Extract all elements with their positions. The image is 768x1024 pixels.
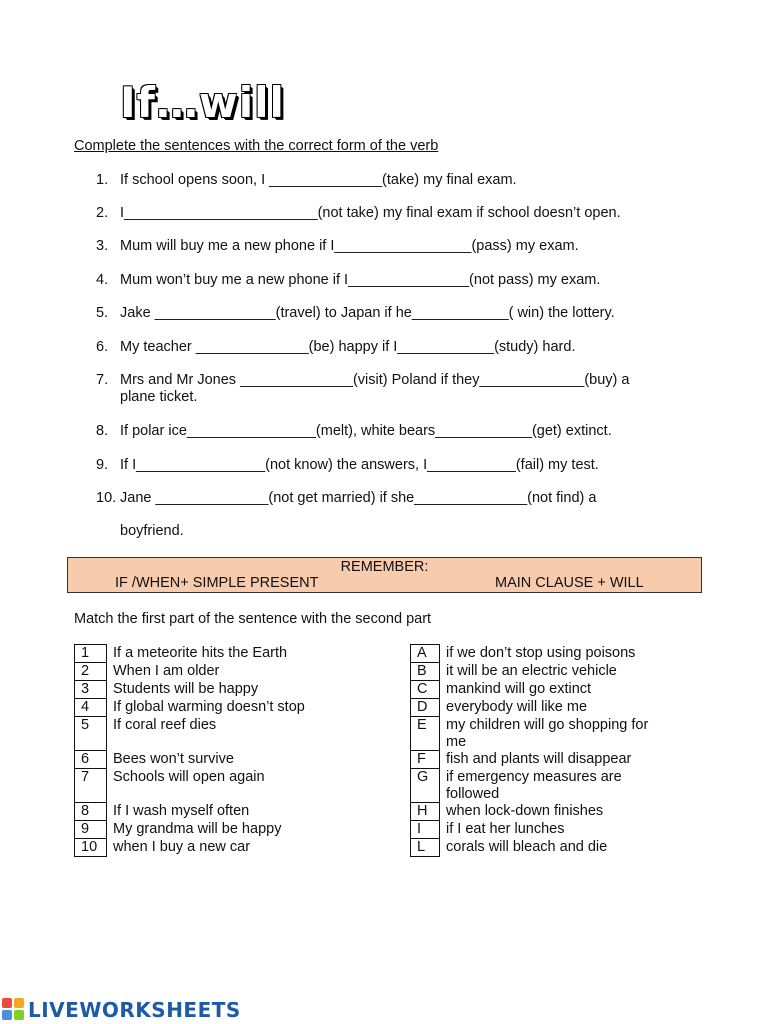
match-row xyxy=(411,699,687,717)
exercise-text xyxy=(120,457,680,474)
match-row xyxy=(75,663,364,681)
exercise-line: Jane ______________(not get married) if she______________(not find) a xyxy=(120,490,597,506)
match-text-line: If global warming doesn’t stop xyxy=(113,698,305,715)
match-left-table xyxy=(74,644,364,857)
match-text xyxy=(107,803,364,821)
exercise-number: 8. xyxy=(96,423,109,439)
remember-heading: REMEMBER: xyxy=(340,559,429,575)
match-text xyxy=(440,699,687,717)
match-key: A xyxy=(411,645,440,663)
match-text xyxy=(107,681,364,699)
exercise-number: 9. xyxy=(96,457,109,473)
match-key: D xyxy=(411,699,440,717)
match-text-line: me xyxy=(446,733,467,750)
match-row xyxy=(411,717,687,751)
match-key: 1 xyxy=(75,645,107,663)
match-text-line: My grandma will be happy xyxy=(113,820,282,837)
match-row xyxy=(75,681,364,699)
match-key: L xyxy=(411,839,440,857)
match-row xyxy=(411,663,687,681)
match-text-line: corals will bleach and die xyxy=(446,838,608,855)
match-text-line: Bees won’t survive xyxy=(113,750,234,767)
exercise-line: If I________________(not know) the answers, I___________(fail) my test. xyxy=(120,457,599,473)
match-text xyxy=(107,717,364,751)
match-text xyxy=(107,821,364,839)
exercise-text xyxy=(120,238,680,255)
match-text-line: everybody will like me xyxy=(446,698,588,715)
match-text-line: Schools will open again xyxy=(113,768,265,785)
match-text-line: If coral reef dies xyxy=(113,716,217,733)
exercise-number: 10. xyxy=(96,490,117,506)
match-row xyxy=(411,645,687,663)
exercise-line: If school opens soon, I ______________(take) my final exam. xyxy=(120,172,517,188)
exercise-number: 7. xyxy=(96,372,109,388)
match-text xyxy=(107,645,364,663)
match-text-line: my children will go shopping for xyxy=(446,716,649,733)
match-key: B xyxy=(411,663,440,681)
match-row xyxy=(75,717,364,751)
match-text xyxy=(107,751,364,769)
exercise-line: plane ticket. xyxy=(120,389,198,405)
match-row xyxy=(75,803,364,821)
exercise-text xyxy=(120,372,680,406)
match-text-line: Students will be happy xyxy=(113,680,259,697)
match-text-line: if we don’t stop using poisons xyxy=(446,644,636,661)
match-key: C xyxy=(411,681,440,699)
worksheet-title: If…will xyxy=(120,78,285,127)
match-key: 2 xyxy=(75,663,107,681)
exercise-text xyxy=(120,305,680,322)
match-key: 5 xyxy=(75,717,107,751)
match-text-line: when I buy a new car xyxy=(113,838,251,855)
match-text xyxy=(107,663,364,681)
match-text xyxy=(440,663,687,681)
match-row xyxy=(75,645,364,663)
match-key: E xyxy=(411,717,440,751)
exercise-number: 6. xyxy=(96,339,109,355)
match-key: 10 xyxy=(75,839,107,857)
match-row xyxy=(411,681,687,699)
match-text-line: followed xyxy=(446,785,500,802)
exercise-line: Mum will buy me a new phone if I_________________(pass) my exam. xyxy=(120,238,579,254)
match-text xyxy=(440,839,687,857)
match-text xyxy=(107,839,364,857)
match-row xyxy=(411,751,687,769)
exercise-text xyxy=(120,272,680,289)
match-text xyxy=(440,645,687,663)
exercise-text xyxy=(120,205,680,222)
exercise-line: boyfriend. xyxy=(120,523,184,539)
match-row xyxy=(75,699,364,717)
remember-if-clause: IF /WHEN+ SIMPLE PRESENT xyxy=(115,575,319,591)
exercise-instruction: Complete the sentences with the correct form of the verb xyxy=(74,138,439,154)
match-text-line xyxy=(113,734,363,751)
match-instruction: Match the first part of the sentence with the second part xyxy=(74,611,432,627)
match-key: 4 xyxy=(75,699,107,717)
exercise-number: 3. xyxy=(96,238,109,254)
match-row xyxy=(411,803,687,821)
match-key: G xyxy=(411,769,440,803)
match-key: F xyxy=(411,751,440,769)
exercise-text xyxy=(120,339,680,356)
match-text-line: if emergency measures are xyxy=(446,768,622,785)
match-key: 9 xyxy=(75,821,107,839)
match-text-line: When I am older xyxy=(113,662,220,679)
match-text-line: If a meteorite hits the Earth xyxy=(113,644,288,661)
match-text-line: mankind will go extinct xyxy=(446,680,592,697)
match-right-table xyxy=(410,644,687,857)
exercise-text xyxy=(120,423,680,440)
match-text xyxy=(107,699,364,717)
match-key: 7 xyxy=(75,769,107,803)
exercise-number: 2. xyxy=(96,205,109,221)
match-text xyxy=(440,803,687,821)
match-row xyxy=(411,821,687,839)
match-text-line: fish and plants will disappear xyxy=(446,750,632,767)
exercise-number: 4. xyxy=(96,272,109,288)
match-text xyxy=(440,717,687,751)
match-text-line xyxy=(113,786,363,803)
liveworksheets-logo-icon xyxy=(2,998,26,1022)
match-row xyxy=(75,769,364,803)
match-text-line: when lock-down finishes xyxy=(446,802,604,819)
match-row xyxy=(75,821,364,839)
match-text-line: If I wash myself often xyxy=(113,802,250,819)
exercise-line: Jake _______________(travel) to Japan if he____________( win) the lottery. xyxy=(120,305,615,321)
exercise-text xyxy=(120,490,680,540)
match-key: I xyxy=(411,821,440,839)
exercise-line: Mum won’t buy me a new phone if I_______________(not pass) my exam. xyxy=(120,272,601,288)
exercise-text xyxy=(120,172,680,189)
match-text xyxy=(107,769,364,803)
exercise-line: I________________________(not take) my final exam if school doesn’t open. xyxy=(120,205,621,221)
remember-box xyxy=(67,557,702,593)
exercise-number: 1. xyxy=(96,172,109,188)
match-text-line: it will be an electric vehicle xyxy=(446,662,617,679)
match-text xyxy=(440,681,687,699)
exercise-line: Mrs and Mr Jones ______________(visit) Poland if they_____________(buy) a xyxy=(120,372,630,388)
match-row xyxy=(75,839,364,857)
exercise-line: My teacher ______________(be) happy if I____________(study) hard. xyxy=(120,339,576,355)
logo-text: LIVEWORKSHEETS xyxy=(28,998,241,1022)
match-text xyxy=(440,821,687,839)
match-text xyxy=(440,751,687,769)
match-key: 3 xyxy=(75,681,107,699)
match-text xyxy=(440,769,687,803)
remember-main-clause: MAIN CLAUSE + WILL xyxy=(495,575,644,591)
exercise-line: If polar ice________________(melt), white bears____________(get) extinct. xyxy=(120,423,612,439)
match-key: 8 xyxy=(75,803,107,821)
match-row xyxy=(411,769,687,803)
exercise-number: 5. xyxy=(96,305,109,321)
liveworksheets-logo[interactable] xyxy=(2,996,241,1024)
match-row xyxy=(75,751,364,769)
match-row xyxy=(411,839,687,857)
match-text-line: if I eat her lunches xyxy=(446,820,565,837)
match-key: H xyxy=(411,803,440,821)
match-key: 6 xyxy=(75,751,107,769)
